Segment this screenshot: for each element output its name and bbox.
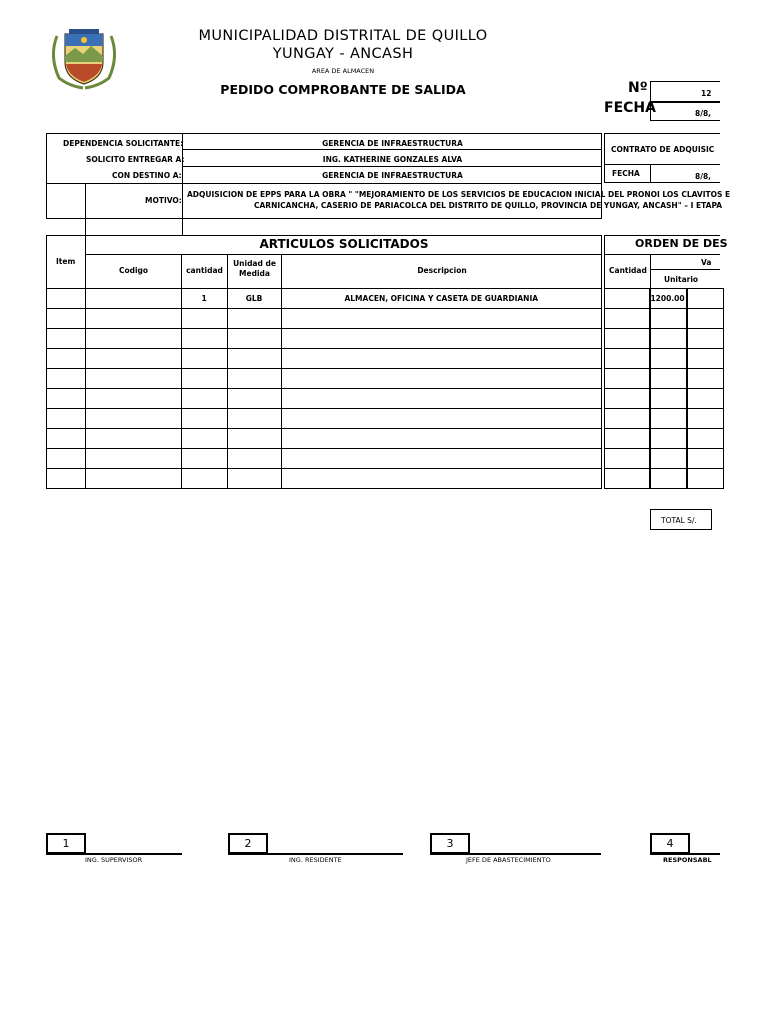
- col-unidad: Unidad de Medida: [233, 259, 276, 278]
- table-row: [47, 329, 602, 349]
- table-row: [47, 309, 602, 329]
- table-row: [47, 409, 602, 429]
- municipality-location: YUNGAY - ANCASH: [272, 46, 414, 62]
- entregar-value: ING. KATHERINE GONZALES ALVA: [322, 155, 463, 164]
- row-item: [47, 289, 86, 309]
- articulos-title: ARTICULOS SOLICITADOS: [259, 237, 429, 251]
- col-codigo: Codigo: [118, 266, 149, 275]
- table-row: [605, 409, 724, 429]
- signature-label-3: JEFE DE ABASTECIMIENTO: [466, 856, 551, 864]
- table-row: [605, 469, 724, 489]
- table-row: [605, 389, 724, 409]
- col-valor: Va: [701, 258, 712, 267]
- articulos-body: [46, 288, 602, 489]
- destino-value: GERENCIA DE INFRAESTRUCTURA: [322, 171, 463, 180]
- table-row: [605, 329, 724, 349]
- signature-box-3: 3: [430, 833, 470, 854]
- municipality-name: MUNICIPALIDAD DISTRITAL DE QUILLO: [198, 28, 488, 44]
- destino-label: CON DESTINO A:: [112, 171, 182, 180]
- col-cantidad: cantidad: [186, 266, 223, 275]
- number-value: 12: [701, 89, 712, 98]
- signature-box-2: 2: [228, 833, 268, 854]
- dependencia-label: DEPENDENCIA SOLICITANTE:: [63, 139, 184, 148]
- signature-label-2: ING. RESIDENTE: [289, 856, 342, 864]
- col-unitario: Unitario: [664, 275, 699, 284]
- dependencia-value: GERENCIA DE INFRAESTRUCTURA: [322, 139, 463, 148]
- contrato-fecha-label: FECHA: [612, 169, 640, 178]
- row-unidad: GLB: [227, 289, 281, 309]
- table-row: [605, 349, 724, 369]
- fecha-value: 8/8,: [695, 109, 712, 118]
- table-row: [47, 389, 602, 409]
- table-row: [47, 449, 602, 469]
- row-descripcion: ALMACEN, OFICINA Y CASETA DE GUARDIANIA: [281, 289, 601, 309]
- orden-body: [604, 288, 724, 489]
- motivo-line1: ADQUISICION DE EPPS PARA LA OBRA " "MEJORAMIENTO DE LOS SERVICIOS DE EDUCACION INICIAL DEL PRONOI LOS CLAVITOS E: [187, 190, 731, 199]
- table-row: [605, 429, 724, 449]
- col-item: Item: [56, 257, 76, 266]
- col-descripcion: Descripcion: [417, 266, 467, 275]
- signature-label-4: RESPONSABL: [663, 856, 712, 864]
- fecha-label: FECHA: [604, 100, 656, 116]
- col-cantidad2: Cantidad: [609, 266, 647, 275]
- table-row: [605, 289, 724, 309]
- table-row: [47, 289, 602, 309]
- total-label: TOTAL S/.: [661, 516, 697, 525]
- document-title: PEDIDO COMPROBANTE DE SALIDA: [220, 82, 466, 97]
- row-unitario: 1200.00: [650, 289, 687, 309]
- signature-box-1: 1: [46, 833, 86, 854]
- area-label: AREA DE ALMACEN: [311, 67, 375, 75]
- table-row: [47, 469, 602, 489]
- table-row: [47, 349, 602, 369]
- row-cantidad2: [605, 289, 650, 309]
- table-row: [47, 429, 602, 449]
- entregar-label: SOLICITO ENTREGAR A:: [86, 155, 185, 164]
- contrato-label: CONTRATO DE ADQUISIC: [611, 145, 715, 154]
- number-label: Nº: [628, 80, 648, 96]
- row-codigo: [85, 289, 181, 309]
- table-row: [605, 309, 724, 329]
- motivo-line2: CARNICANCHA, CASERIO DE PARIACOLCA DEL DISTRITO DE QUILLO, PROVINCIA DE YUNGAY, ANCASH" – I ETAPA: [254, 201, 723, 210]
- motivo-label: MOTIVO:: [145, 196, 182, 205]
- signature-label-1: ING. SUPERVISOR: [85, 856, 143, 864]
- motivo-underrow: [85, 219, 183, 236]
- municipal-seal-logo: [45, 26, 123, 90]
- table-row: [47, 369, 602, 389]
- table-row: [605, 369, 724, 389]
- table-row: [605, 449, 724, 469]
- row-cantidad: 1: [181, 289, 227, 309]
- orden-title: ORDEN DE DES: [635, 237, 728, 250]
- signature-box-4: 4: [650, 833, 690, 854]
- contrato-fecha-value: 8/8,: [695, 172, 712, 181]
